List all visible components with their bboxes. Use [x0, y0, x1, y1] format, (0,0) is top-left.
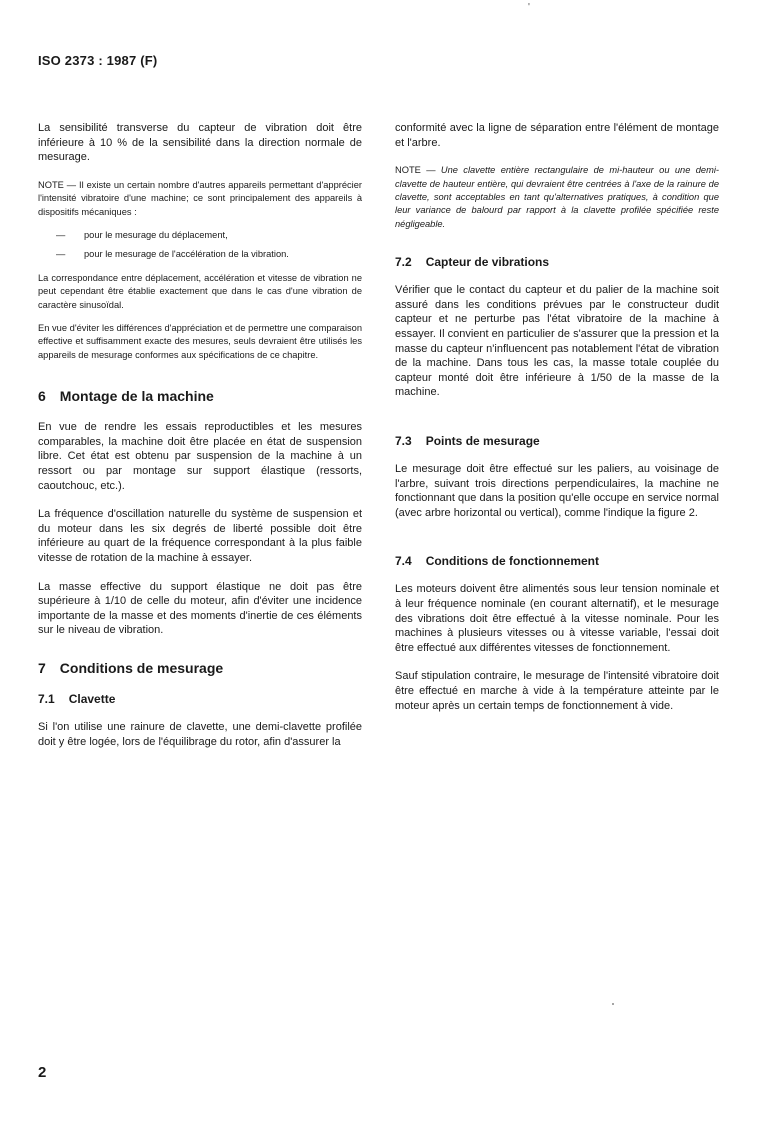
subsection-number: 7.1 [38, 691, 55, 706]
list-item-text: pour le mesurage du déplacement, [84, 230, 228, 240]
note-correspondence: La correspondance entre déplacement, accélération et vitesse de vibration ne peut cependant être établie exactement que dans le cas d'une vibration de caractère sinusoïdal. [38, 272, 362, 310]
scan-speck [612, 1003, 614, 1005]
note-text: Une clavette entière rectangulaire de mi-hauteur ou une demi-clavette de hauteur entière, qui devraient être centrées à l'axe de la rainure de clavette, sont acceptables en tant qu'alternatives pratiques, à condition que leur variance de balourd par rapport à la clavette profilée spécifiée reste négligeable. [395, 165, 719, 229]
paragraph-7-4-1: Les moteurs doivent être alimentés sous leur tension nominale et à leur fréquence nominale (en courant alternatif), et le mesurage des vibrations doit être effectué à la vitesse nominale. Pour les machines à plusieurs vitesses ou à vitesse variable, l'essai doit être effectué aux différentes vitesses de fonctionnement. [395, 583, 719, 654]
subsection-title: Points de mesurage [425, 433, 540, 448]
list-item [38, 248, 362, 261]
subsection-title: Clavette [68, 691, 116, 706]
right-column [395, 121, 719, 727]
subsection-number: 7.3 [395, 433, 412, 448]
subsection-number: 7.2 [395, 255, 412, 270]
paragraph-7-1: Si l'on utilise une rainure de clavette, une demi-clavette profilée doit y être logée, lors de l'équilibrage du rotor, afin d'assurer la [38, 720, 362, 748]
note-list [38, 229, 362, 262]
note-conformity: En vue d'éviter les différences d'appréciation et de permettre une comparaison effective et suffisamment exacte des mesures, seuls devraient être utilisés les appareils de mesurage conformes aux spécifications de ce chapitre. [38, 323, 362, 360]
note-instruments [38, 179, 362, 362]
dash-bullet: — [56, 249, 66, 260]
paragraph-7-4-2: Sauf stipulation contraire, le mesurage de l'intensité vibratoire doit être effectué en marche à vide à la température atteinte par le moteur après un certain temps de fonctionnement à vide. [395, 670, 719, 712]
subsection-number: 7.4 [395, 554, 412, 569]
left-column [38, 121, 362, 763]
subsection-title: Conditions de fonctionnement [425, 554, 600, 569]
scan-mark: ' [528, 2, 530, 13]
subsection-7-1-heading [38, 692, 362, 706]
paragraph-7-1-continued: conformité avec la ligne de séparation entre l'élément de montage et l'arbre. [395, 122, 719, 149]
subsection-title: Capteur de vibrations [425, 255, 550, 270]
note-label: NOTE — [395, 165, 436, 176]
page-number: 2 [38, 1064, 47, 1081]
subsection-7-4-heading [395, 554, 719, 568]
section-7-heading [38, 660, 362, 676]
list-item [38, 229, 362, 242]
section-title: Montage de la machine [59, 388, 214, 405]
document-id: ISO 2373 : 1987 (F) [38, 53, 158, 68]
subsection-7-3-heading [395, 434, 719, 448]
note-clavette [395, 164, 719, 231]
paragraph-6-1: En vue de rendre les essais reproductibles et les mesures comparables, la machine doit être placée en état de suspension libre. Cet état est obtenu par suspension de la machine à un ressort ou par montage sur support élastique (ressorts, caoutchouc, etc.). [38, 421, 362, 492]
paragraph-7-3: Le mesurage doit être effectué sur les paliers, au voisinage de l'arbre, suivant trois directions perpendiculaires, la machine ne fonctionnant que dans la position qu'elle occupe en service normal (avec arbre horizontal ou vertical), comme l'indique la figure 2. [395, 462, 719, 519]
paragraph-6-2: La fréquence d'oscillation naturelle du système de suspension et du moteur dans les six degrés de liberté possible doit être inférieure au quart de la fréquence correspondant à la plus faible vitesse de rotation de la machine à essayer. [38, 508, 362, 564]
note-intro: NOTE — Il existe un certain nombre d'autres appareils permettant d'apprécier l'intensité vibratoire d'une machine; ce sont principalement des appareils à dispositifs mécaniques : [38, 179, 362, 217]
paragraph-sensitivity: La sensibilité transverse du capteur de vibration doit être inférieure à 10 % de la sensibilité dans la direction normale de mesurage. [38, 122, 362, 164]
paragraph-7-2: Vérifier que le contact du capteur et du palier de la machine soit assuré dans les conditions prévues par le constructeur dudit capteur et ne perturbe pas l'état vibratoire de la machine à essayer. Il convient en particulier de s'assurer que la pression et la masse du capteur n'influencent pas notablement l'état de vibration de la machine. Dans tous les cas, la masse totale couplée du capteur monté doit être inférieure à 1/50 de la masse de la machine. [395, 284, 719, 399]
section-number: 7 [38, 659, 46, 676]
section-6-heading [38, 388, 362, 404]
subsection-7-2-heading [395, 255, 719, 269]
section-number: 6 [38, 388, 46, 405]
list-item-text: pour le mesurage de l'accélération de la vibration. [84, 249, 289, 260]
dash-bullet: — [56, 230, 66, 240]
paragraph-6-3: La masse effective du support élastique ne doit pas être supérieure à 1/10 de celle du moteur, afin d'éviter une incidence importante de la masse et des moments d'inertie de ces éléments sur le niveau de vibration. [38, 580, 362, 637]
section-title: Conditions de mesurage [59, 659, 224, 676]
